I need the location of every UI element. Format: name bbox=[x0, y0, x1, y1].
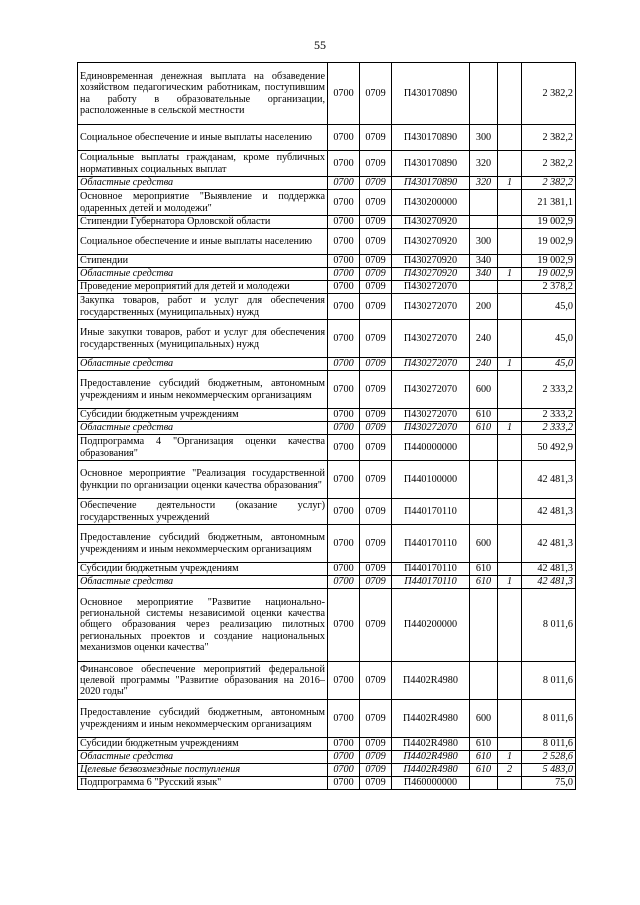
row-source-code bbox=[498, 589, 522, 662]
row-article-code: П430272070 bbox=[392, 294, 470, 320]
row-article-code: П4402R4980 bbox=[392, 662, 470, 700]
row-name: Обеспечение деятельности (оказание услуг) государственных учреждений bbox=[78, 499, 328, 525]
row-source-code bbox=[498, 777, 522, 790]
row-amount: 2 333,2 bbox=[522, 422, 576, 435]
row-section-code: 0709 bbox=[360, 151, 392, 177]
row-expense-type: 610 bbox=[470, 751, 498, 764]
row-article-code: П440170110 bbox=[392, 563, 470, 576]
table-row bbox=[78, 499, 576, 525]
row-name: Областные средства bbox=[78, 751, 328, 764]
row-name: Стипендии bbox=[78, 255, 328, 268]
row-source-code bbox=[498, 409, 522, 422]
row-amount: 75,0 bbox=[522, 777, 576, 790]
row-expense-type: 600 bbox=[470, 371, 498, 409]
row-ministry-code: 0700 bbox=[328, 177, 360, 190]
row-name: Подпрограмма 4 "Организация оценки качества образования" bbox=[78, 435, 328, 461]
row-name: Финансовое обеспечение мероприятий федеральной целевой программы "Развитие образования на 2016–2020 годы" bbox=[78, 662, 328, 700]
row-amount: 19 002,9 bbox=[522, 229, 576, 255]
row-amount: 8 011,6 bbox=[522, 589, 576, 662]
row-section-code: 0709 bbox=[360, 190, 392, 216]
table-row bbox=[78, 177, 576, 190]
page-number: 55 bbox=[314, 38, 326, 52]
row-name: Основное мероприятие "Выявление и поддержка одаренных детей и молодежи" bbox=[78, 190, 328, 216]
row-amount: 19 002,9 bbox=[522, 255, 576, 268]
row-section-code: 0709 bbox=[360, 358, 392, 371]
row-amount: 8 011,6 bbox=[522, 662, 576, 700]
row-name: Субсидии бюджетным учреждениям bbox=[78, 738, 328, 751]
row-article-code: П4402R4980 bbox=[392, 751, 470, 764]
row-section-code: 0709 bbox=[360, 125, 392, 151]
row-ministry-code: 0700 bbox=[328, 738, 360, 751]
row-expense-type bbox=[470, 461, 498, 499]
table-row bbox=[78, 268, 576, 281]
row-expense-type: 610 bbox=[470, 576, 498, 589]
row-article-code: П430270920 bbox=[392, 268, 470, 281]
row-ministry-code: 0700 bbox=[328, 461, 360, 499]
row-source-code bbox=[498, 525, 522, 563]
row-source-code: 2 bbox=[498, 764, 522, 777]
row-ministry-code: 0700 bbox=[328, 281, 360, 294]
row-expense-type bbox=[470, 777, 498, 790]
row-ministry-code: 0700 bbox=[328, 589, 360, 662]
row-amount: 19 002,9 bbox=[522, 216, 576, 229]
row-ministry-code: 0700 bbox=[328, 525, 360, 563]
row-source-code bbox=[498, 563, 522, 576]
row-name: Субсидии бюджетным учреждениям bbox=[78, 409, 328, 422]
row-amount: 42 481,3 bbox=[522, 499, 576, 525]
table-row bbox=[78, 63, 576, 125]
row-expense-type bbox=[470, 435, 498, 461]
row-amount: 2 382,2 bbox=[522, 125, 576, 151]
table-row bbox=[78, 281, 576, 294]
row-ministry-code: 0700 bbox=[328, 777, 360, 790]
row-expense-type: 610 bbox=[470, 764, 498, 777]
table-row bbox=[78, 190, 576, 216]
table-row bbox=[78, 589, 576, 662]
row-source-code bbox=[498, 662, 522, 700]
row-article-code: П430272070 bbox=[392, 358, 470, 371]
row-source-code bbox=[498, 216, 522, 229]
row-section-code: 0709 bbox=[360, 255, 392, 268]
table-row bbox=[78, 151, 576, 177]
row-expense-type: 340 bbox=[470, 268, 498, 281]
row-name: Предоставление субсидий бюджетным, автономным учреждениям и иным некоммерческим организациям bbox=[78, 525, 328, 563]
row-amount: 2 333,2 bbox=[522, 409, 576, 422]
row-amount: 45,0 bbox=[522, 320, 576, 358]
table-row bbox=[78, 700, 576, 738]
budget-table-body bbox=[78, 63, 576, 790]
row-ministry-code: 0700 bbox=[328, 255, 360, 268]
row-name: Субсидии бюджетным учреждениям bbox=[78, 563, 328, 576]
row-ministry-code: 0700 bbox=[328, 216, 360, 229]
table-row bbox=[78, 777, 576, 790]
table-row bbox=[78, 255, 576, 268]
row-source-code: 1 bbox=[498, 751, 522, 764]
row-amount: 42 481,3 bbox=[522, 576, 576, 589]
row-expense-type: 300 bbox=[470, 229, 498, 255]
row-amount: 42 481,3 bbox=[522, 461, 576, 499]
row-article-code: П440170110 bbox=[392, 499, 470, 525]
table-row bbox=[78, 320, 576, 358]
row-expense-type: 320 bbox=[470, 177, 498, 190]
row-expense-type bbox=[470, 216, 498, 229]
row-section-code: 0709 bbox=[360, 576, 392, 589]
row-section-code: 0709 bbox=[360, 435, 392, 461]
row-source-code bbox=[498, 190, 522, 216]
row-name: Целевые безвозмездные поступления bbox=[78, 764, 328, 777]
table-row bbox=[78, 216, 576, 229]
table-row bbox=[78, 525, 576, 563]
row-source-code bbox=[498, 461, 522, 499]
row-ministry-code: 0700 bbox=[328, 751, 360, 764]
row-section-code: 0709 bbox=[360, 281, 392, 294]
row-section-code: 0709 bbox=[360, 229, 392, 255]
row-article-code: П430270920 bbox=[392, 255, 470, 268]
row-expense-type: 320 bbox=[470, 151, 498, 177]
row-article-code: П440100000 bbox=[392, 461, 470, 499]
row-section-code: 0709 bbox=[360, 751, 392, 764]
row-amount: 2 382,2 bbox=[522, 63, 576, 125]
row-ministry-code: 0700 bbox=[328, 576, 360, 589]
row-expense-type bbox=[470, 281, 498, 294]
row-amount: 45,0 bbox=[522, 294, 576, 320]
row-ministry-code: 0700 bbox=[328, 63, 360, 125]
row-expense-type: 340 bbox=[470, 255, 498, 268]
row-article-code: П430170890 bbox=[392, 63, 470, 125]
row-ministry-code: 0700 bbox=[328, 409, 360, 422]
row-amount: 2 333,2 bbox=[522, 371, 576, 409]
row-article-code: П430270920 bbox=[392, 229, 470, 255]
row-name: Предоставление субсидий бюджетным, автономным учреждениям и иным некоммерческим организациям bbox=[78, 700, 328, 738]
row-article-code: П440170110 bbox=[392, 576, 470, 589]
row-article-code: П4402R4980 bbox=[392, 738, 470, 751]
row-ministry-code: 0700 bbox=[328, 563, 360, 576]
row-expense-type: 300 bbox=[470, 125, 498, 151]
row-expense-type: 610 bbox=[470, 422, 498, 435]
row-article-code: П430270920 bbox=[392, 216, 470, 229]
row-section-code: 0709 bbox=[360, 294, 392, 320]
row-amount: 50 492,9 bbox=[522, 435, 576, 461]
row-source-code bbox=[498, 255, 522, 268]
row-source-code: 1 bbox=[498, 422, 522, 435]
row-expense-type: 600 bbox=[470, 525, 498, 563]
row-article-code: П430200000 bbox=[392, 190, 470, 216]
table-row bbox=[78, 751, 576, 764]
row-article-code: П440170110 bbox=[392, 525, 470, 563]
row-name: Подпрограмма 6 "Русский язык" bbox=[78, 777, 328, 790]
row-source-code: 1 bbox=[498, 576, 522, 589]
row-section-code: 0709 bbox=[360, 738, 392, 751]
row-source-code bbox=[498, 320, 522, 358]
row-amount: 42 481,3 bbox=[522, 563, 576, 576]
row-name: Единовременная денежная выплата на обзаведение хозяйством педагогическим работникам, поступившим на работу в образовательные организации, расположенные в сельской местности bbox=[78, 63, 328, 125]
row-article-code: П440200000 bbox=[392, 589, 470, 662]
table-row bbox=[78, 738, 576, 751]
row-section-code: 0709 bbox=[360, 320, 392, 358]
row-amount: 2 382,2 bbox=[522, 151, 576, 177]
row-expense-type bbox=[470, 589, 498, 662]
row-amount: 19 002,9 bbox=[522, 268, 576, 281]
row-ministry-code: 0700 bbox=[328, 358, 360, 371]
row-amount: 8 011,6 bbox=[522, 700, 576, 738]
row-amount: 45,0 bbox=[522, 358, 576, 371]
row-section-code: 0709 bbox=[360, 177, 392, 190]
table-row bbox=[78, 229, 576, 255]
row-article-code: П430272070 bbox=[392, 281, 470, 294]
table-row bbox=[78, 409, 576, 422]
row-article-code: П430170890 bbox=[392, 125, 470, 151]
table-row bbox=[78, 576, 576, 589]
row-expense-type: 240 bbox=[470, 320, 498, 358]
row-source-code bbox=[498, 435, 522, 461]
row-source-code bbox=[498, 371, 522, 409]
row-ministry-code: 0700 bbox=[328, 700, 360, 738]
row-article-code: П430272070 bbox=[392, 320, 470, 358]
row-ministry-code: 0700 bbox=[328, 662, 360, 700]
row-expense-type: 200 bbox=[470, 294, 498, 320]
row-article-code: П4402R4980 bbox=[392, 764, 470, 777]
row-article-code: П430272070 bbox=[392, 371, 470, 409]
row-name: Иные закупки товаров, работ и услуг для обеспечения государственных (муниципальных) нужд bbox=[78, 320, 328, 358]
row-ministry-code: 0700 bbox=[328, 294, 360, 320]
row-source-code: 1 bbox=[498, 268, 522, 281]
row-ministry-code: 0700 bbox=[328, 435, 360, 461]
row-name: Областные средства bbox=[78, 177, 328, 190]
row-article-code: П430272070 bbox=[392, 409, 470, 422]
row-section-code: 0709 bbox=[360, 422, 392, 435]
row-ministry-code: 0700 bbox=[328, 268, 360, 281]
row-expense-type bbox=[470, 190, 498, 216]
row-name: Социальное обеспечение и иные выплаты населению bbox=[78, 125, 328, 151]
row-section-code: 0709 bbox=[360, 563, 392, 576]
row-name: Предоставление субсидий бюджетным, автономным учреждениям и иным некоммерческим организациям bbox=[78, 371, 328, 409]
row-name: Проведение мероприятий для детей и молодежи bbox=[78, 281, 328, 294]
row-name: Областные средства bbox=[78, 422, 328, 435]
row-name: Основное мероприятие "Реализация государственной функции по организации оценки качества образования" bbox=[78, 461, 328, 499]
row-section-code: 0709 bbox=[360, 777, 392, 790]
row-expense-type bbox=[470, 662, 498, 700]
row-expense-type: 610 bbox=[470, 738, 498, 751]
row-expense-type: 610 bbox=[470, 563, 498, 576]
row-ministry-code: 0700 bbox=[328, 764, 360, 777]
row-expense-type bbox=[470, 63, 498, 125]
table-row bbox=[78, 461, 576, 499]
row-ministry-code: 0700 bbox=[328, 499, 360, 525]
row-name: Основное мероприятие "Развитие национально-региональной системы независимой оценки качества общего образования через реализацию пилотных региональных проектов и создание национальных механизмов оценки качества" bbox=[78, 589, 328, 662]
row-section-code: 0709 bbox=[360, 700, 392, 738]
row-ministry-code: 0700 bbox=[328, 190, 360, 216]
row-section-code: 0709 bbox=[360, 409, 392, 422]
row-ministry-code: 0700 bbox=[328, 229, 360, 255]
budget-table bbox=[77, 62, 576, 790]
row-amount: 8 011,6 bbox=[522, 738, 576, 751]
row-amount: 2 528,6 bbox=[522, 751, 576, 764]
row-name: Социальное обеспечение и иные выплаты населению bbox=[78, 229, 328, 255]
row-section-code: 0709 bbox=[360, 63, 392, 125]
row-name: Областные средства bbox=[78, 268, 328, 281]
row-source-code bbox=[498, 63, 522, 125]
row-source-code bbox=[498, 125, 522, 151]
row-article-code: П460000000 bbox=[392, 777, 470, 790]
row-article-code: П430170890 bbox=[392, 151, 470, 177]
table-row bbox=[78, 358, 576, 371]
row-source-code: 1 bbox=[498, 358, 522, 371]
row-source-code: 1 bbox=[498, 177, 522, 190]
row-article-code: П430272070 bbox=[392, 422, 470, 435]
row-source-code bbox=[498, 499, 522, 525]
row-section-code: 0709 bbox=[360, 589, 392, 662]
table-row bbox=[78, 371, 576, 409]
row-section-code: 0709 bbox=[360, 268, 392, 281]
row-article-code: П4402R4980 bbox=[392, 700, 470, 738]
table-row bbox=[78, 435, 576, 461]
row-article-code: П440000000 bbox=[392, 435, 470, 461]
row-section-code: 0709 bbox=[360, 371, 392, 409]
row-amount: 21 381,1 bbox=[522, 190, 576, 216]
row-section-code: 0709 bbox=[360, 764, 392, 777]
row-ministry-code: 0700 bbox=[328, 320, 360, 358]
row-name: Социальные выплаты гражданам, кроме публичных нормативных социальных выплат bbox=[78, 151, 328, 177]
table-row bbox=[78, 563, 576, 576]
row-expense-type bbox=[470, 499, 498, 525]
row-amount: 2 378,2 bbox=[522, 281, 576, 294]
row-section-code: 0709 bbox=[360, 662, 392, 700]
row-ministry-code: 0700 bbox=[328, 371, 360, 409]
table-row bbox=[78, 294, 576, 320]
row-name: Областные средства bbox=[78, 358, 328, 371]
row-section-code: 0709 bbox=[360, 525, 392, 563]
table-row bbox=[78, 662, 576, 700]
row-amount: 5 483,0 bbox=[522, 764, 576, 777]
row-amount: 2 382,2 bbox=[522, 177, 576, 190]
row-section-code: 0709 bbox=[360, 461, 392, 499]
row-article-code: П430170890 bbox=[392, 177, 470, 190]
row-name: Областные средства bbox=[78, 576, 328, 589]
row-source-code bbox=[498, 151, 522, 177]
row-ministry-code: 0700 bbox=[328, 422, 360, 435]
row-name: Закупка товаров, работ и услуг для обеспечения государственных (муниципальных) нужд bbox=[78, 294, 328, 320]
row-source-code bbox=[498, 281, 522, 294]
row-ministry-code: 0700 bbox=[328, 151, 360, 177]
row-source-code bbox=[498, 738, 522, 751]
row-source-code bbox=[498, 294, 522, 320]
row-name: Стипендии Губернатора Орловской области bbox=[78, 216, 328, 229]
table-row bbox=[78, 125, 576, 151]
row-section-code: 0709 bbox=[360, 499, 392, 525]
row-source-code bbox=[498, 229, 522, 255]
row-expense-type: 600 bbox=[470, 700, 498, 738]
row-ministry-code: 0700 bbox=[328, 125, 360, 151]
table-row bbox=[78, 764, 576, 777]
table-row bbox=[78, 422, 576, 435]
row-expense-type: 240 bbox=[470, 358, 498, 371]
row-amount: 42 481,3 bbox=[522, 525, 576, 563]
row-section-code: 0709 bbox=[360, 216, 392, 229]
row-expense-type: 610 bbox=[470, 409, 498, 422]
row-source-code bbox=[498, 700, 522, 738]
